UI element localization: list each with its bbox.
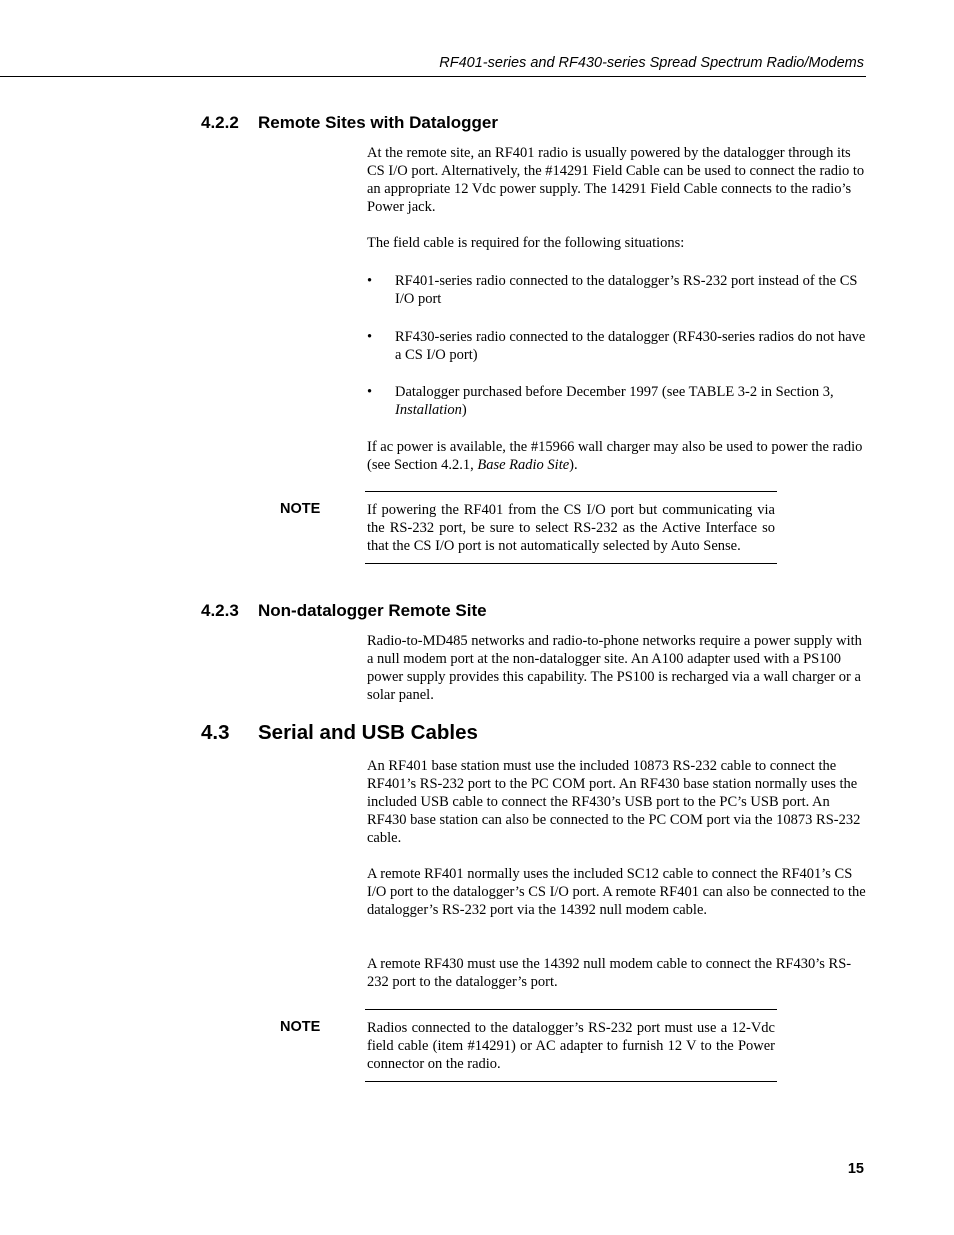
heading-4-2-3 [201,601,487,621]
bullet-icon: • [367,329,373,345]
paragraph: Radio-to-MD485 networks and radio-to-phone networks require a power supply with a null modem port at the non-datalogger site. An A100 adapter used with a PS100 power supply provides this capability. The PS100 is recharged via a wall charger or a solar panel. [367,633,862,703]
list-item-text: RF401-series radio connected to the datalogger’s RS-232 port instead of the CS I/O port [395,273,858,307]
list-item [367,272,867,308]
heading-number: 4.2.2 [201,113,239,132]
paragraph: A remote RF430 must use the 14392 null modem cable to connect the RF430’s RS-232 port to the datalogger’s port. [367,956,852,990]
note-box: If powering the RF401 from the CS I/O port but communicating via the RS-232 port, be sure to select RS-232 as the Active Interface so that the CS I/O port is not automatically selected by Auto Sense. [365,491,777,564]
italic-text: Installation [395,402,462,418]
paragraph: An RF401 base station must use the included 10873 RS-232 cable to connect the RF401’s RS-232 port to the PC COM port. An RF430 base station normally uses the included USB cable to connect the RF430’s USB port to the PC’s USB port. An RF430 base station can also be connected to the PC COM port via the 10873 RS-232 cable. [367,758,861,846]
heading-number: 4.3 [201,721,230,744]
note-label: NOTE [280,1019,321,1035]
list-item [367,328,867,364]
running-header: RF401-series and RF430-series Spread Spectrum Radio/Modems [439,55,864,71]
italic-text: Base Radio Site [477,457,570,473]
heading-number: 4.2.3 [201,601,239,620]
page-number: 15 [847,1161,864,1177]
list-item-text: Datalogger purchased before December 1997 (see TABLE 3-2 in Section 3, Installation) [395,384,834,418]
note-label: NOTE [280,501,321,517]
header-rule [0,76,866,77]
bullet-icon: • [367,273,373,289]
paragraph: The field cable is required for the following situations: [367,235,685,251]
paragraph: A remote RF401 normally uses the included SC12 cable to connect the RF401’s CS I/O port to the datalogger’s CS I/O port. A remote RF401 can also be connected to the datalogger’s RS-232 port via the 14392 null modem cable. [367,866,866,918]
heading-4-3 [201,721,478,745]
list-item [367,383,867,419]
note-box: Radios connected to the datalogger’s RS-232 port must use a 12-Vdc field cable (item #14291) or AC adapter to furnish 12 V to the Power connector on the radio. [365,1009,777,1082]
bullet-icon: • [367,384,373,400]
heading-4-2-2 [201,113,498,133]
heading-title: Remote Sites with Datalogger [258,113,498,132]
list-item-text: RF430-series radio connected to the datalogger (RF430-series radios do not have a CS I/O port) [395,329,866,363]
heading-title: Non-datalogger Remote Site [258,601,487,620]
heading-title: Serial and USB Cables [258,721,478,744]
paragraph: At the remote site, an RF401 radio is usually powered by the datalogger through its CS I/O port. Alternatively, the #14291 Field Cable can be used to connect the radio to an appropriate 12 Vdc power supply. The 14291 Field Cable connects to the radio’s Power jack. [367,145,865,215]
paragraph: If ac power is available, the #15966 wall charger may also be used to power the radio (see Section 4.2.1, Base Radio Site). [367,439,863,473]
